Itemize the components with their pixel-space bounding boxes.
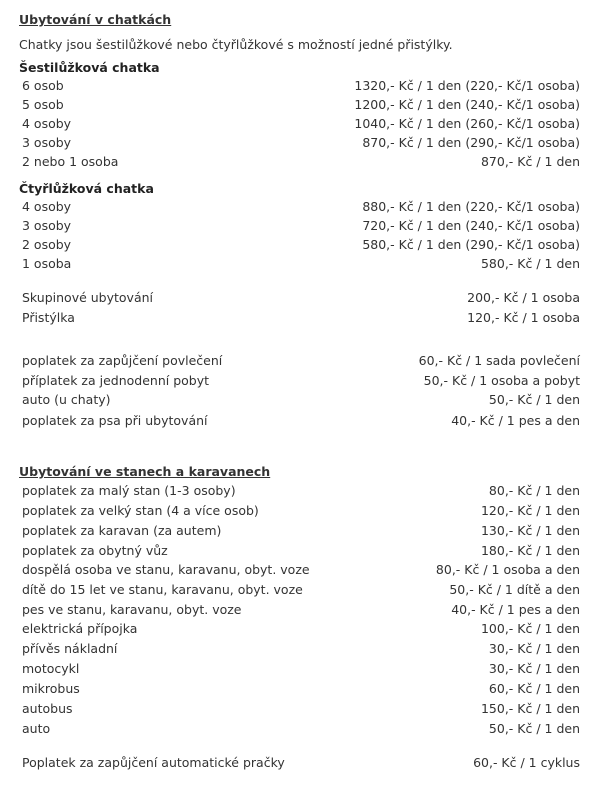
row-price: 880,- Kč / 1 den (220,- Kč/1 osoba) [362, 199, 580, 214]
cottages-intro: Chatky jsou šestilůžkové nebo čtyřlůžkové s možností jedné přistýlky. [19, 37, 453, 52]
price-row [22, 391, 580, 409]
row-label: 4 osoby [22, 116, 72, 131]
row-price: 720,- Kč / 1 den (240,- Kč/1 osoba) [362, 218, 580, 233]
row-label: Přistýlka [22, 310, 75, 325]
price-row [22, 581, 580, 599]
row-label: motocykl [22, 661, 80, 676]
row-price: 30,- Kč / 1 den [488, 661, 580, 676]
row-label: pes ve stanu, karavanu, obyt. voze [22, 602, 242, 617]
price-row [22, 372, 580, 390]
row-label: auto (u chaty) [22, 392, 111, 407]
row-label: 2 nebo 1 osoba [22, 154, 119, 169]
row-price: 870,- Kč / 1 den [480, 154, 580, 169]
row-label: dítě do 15 let ve stanu, karavanu, obyt. voze [22, 582, 303, 597]
row-price: 100,- Kč / 1 den [480, 621, 580, 636]
price-row [22, 115, 580, 133]
row-label: 6 osob [22, 78, 64, 93]
row-price: 50,- Kč / 1 dítě a den [449, 582, 580, 597]
price-row [22, 542, 580, 560]
row-price: 50,- Kč / 1 osoba a pobyt [423, 373, 580, 388]
row-price: 60,- Kč / 1 den [488, 681, 580, 696]
row-label: auto [22, 721, 51, 736]
price-row [22, 640, 580, 658]
price-row [22, 601, 580, 619]
price-row [22, 680, 580, 698]
row-label: autobus [22, 701, 73, 716]
row-price: 120,- Kč / 1 den [480, 503, 580, 518]
row-price: 120,- Kč / 1 osoba [467, 310, 580, 325]
row-label: poplatek za malý stan (1-3 osoby) [22, 483, 236, 498]
row-label: poplatek za velký stan (4 a více osob) [22, 503, 259, 518]
row-label: Skupinové ubytování [22, 290, 154, 305]
row-label: 4 osoby [22, 199, 72, 214]
row-price: 150,- Kč / 1 den [480, 701, 580, 716]
price-row [22, 134, 580, 152]
tents-heading: Ubytování ve stanech a karavanech [19, 464, 271, 479]
price-row [22, 352, 580, 370]
row-label: 5 osob [22, 97, 64, 112]
price-row [22, 620, 580, 638]
price-row [22, 153, 580, 171]
price-row [22, 309, 580, 327]
row-price: 80,- Kč / 1 osoba a den [435, 562, 580, 577]
row-price: 40,- Kč / 1 pes a den [451, 413, 580, 428]
cottages-heading: Ubytování v chatkách [19, 12, 172, 27]
six-bed-title: Šestilůžková chatka [19, 60, 160, 75]
four-bed-title: Čtyřlůžková chatka [19, 181, 154, 196]
row-price: 130,- Kč / 1 den [480, 523, 580, 538]
price-row [22, 522, 580, 540]
row-price: 580,- Kč / 1 den [480, 256, 580, 271]
price-row [22, 561, 580, 579]
row-price: 60,- Kč / 1 cyklus [473, 755, 580, 770]
row-label: poplatek za zapůjčení povlečení [22, 353, 223, 368]
row-price: 50,- Kč / 1 den [488, 392, 580, 407]
row-label: poplatek za psa při ubytování [22, 413, 208, 428]
price-row [22, 289, 580, 307]
cropped-previous-line [20, 0, 340, 1]
row-price: 1200,- Kč / 1 den (240,- Kč/1 osoba) [354, 97, 580, 112]
row-price: 1040,- Kč / 1 den (260,- Kč/1 osoba) [354, 116, 580, 131]
row-label: přívěs nákladní [22, 641, 118, 656]
row-price: 50,- Kč / 1 den [488, 721, 580, 736]
row-price: 80,- Kč / 1 den [488, 483, 580, 498]
row-label: mikrobus [22, 681, 80, 696]
price-row [22, 217, 580, 235]
row-label: elektrická přípojka [22, 621, 138, 636]
price-row [22, 700, 580, 718]
row-price: 40,- Kč / 1 pes a den [451, 602, 580, 617]
price-row [22, 660, 580, 678]
price-row [22, 482, 580, 500]
row-label: 1 osoba [22, 256, 72, 271]
row-price: 200,- Kč / 1 osoba [467, 290, 580, 305]
price-row [22, 720, 580, 738]
price-row [22, 255, 580, 273]
row-price: 580,- Kč / 1 den (290,- Kč/1 osoba) [362, 237, 580, 252]
price-row [22, 236, 580, 254]
row-label: Poplatek za zapůjčení automatické pračky [22, 755, 285, 770]
price-row [22, 198, 580, 216]
price-row [22, 754, 580, 772]
price-row [22, 412, 580, 430]
price-row [22, 502, 580, 520]
row-price: 870,- Kč / 1 den (290,- Kč/1 osoba) [362, 135, 580, 150]
row-label: dospělá osoba ve stanu, karavanu, obyt. voze [22, 562, 310, 577]
row-price: 1320,- Kč / 1 den (220,- Kč/1 osoba) [354, 78, 580, 93]
row-label: poplatek za karavan (za autem) [22, 523, 222, 538]
row-label: 2 osoby [22, 237, 72, 252]
row-price: 30,- Kč / 1 den [488, 641, 580, 656]
price-row [22, 77, 580, 95]
row-price: 180,- Kč / 1 den [480, 543, 580, 558]
row-price: 60,- Kč / 1 sada povlečení [418, 353, 580, 368]
row-label: poplatek za obytný vůz [22, 543, 168, 558]
row-label: 3 osoby [22, 218, 72, 233]
row-label: 3 osoby [22, 135, 72, 150]
row-label: příplatek za jednodenní pobyt [22, 373, 210, 388]
price-row [22, 96, 580, 114]
